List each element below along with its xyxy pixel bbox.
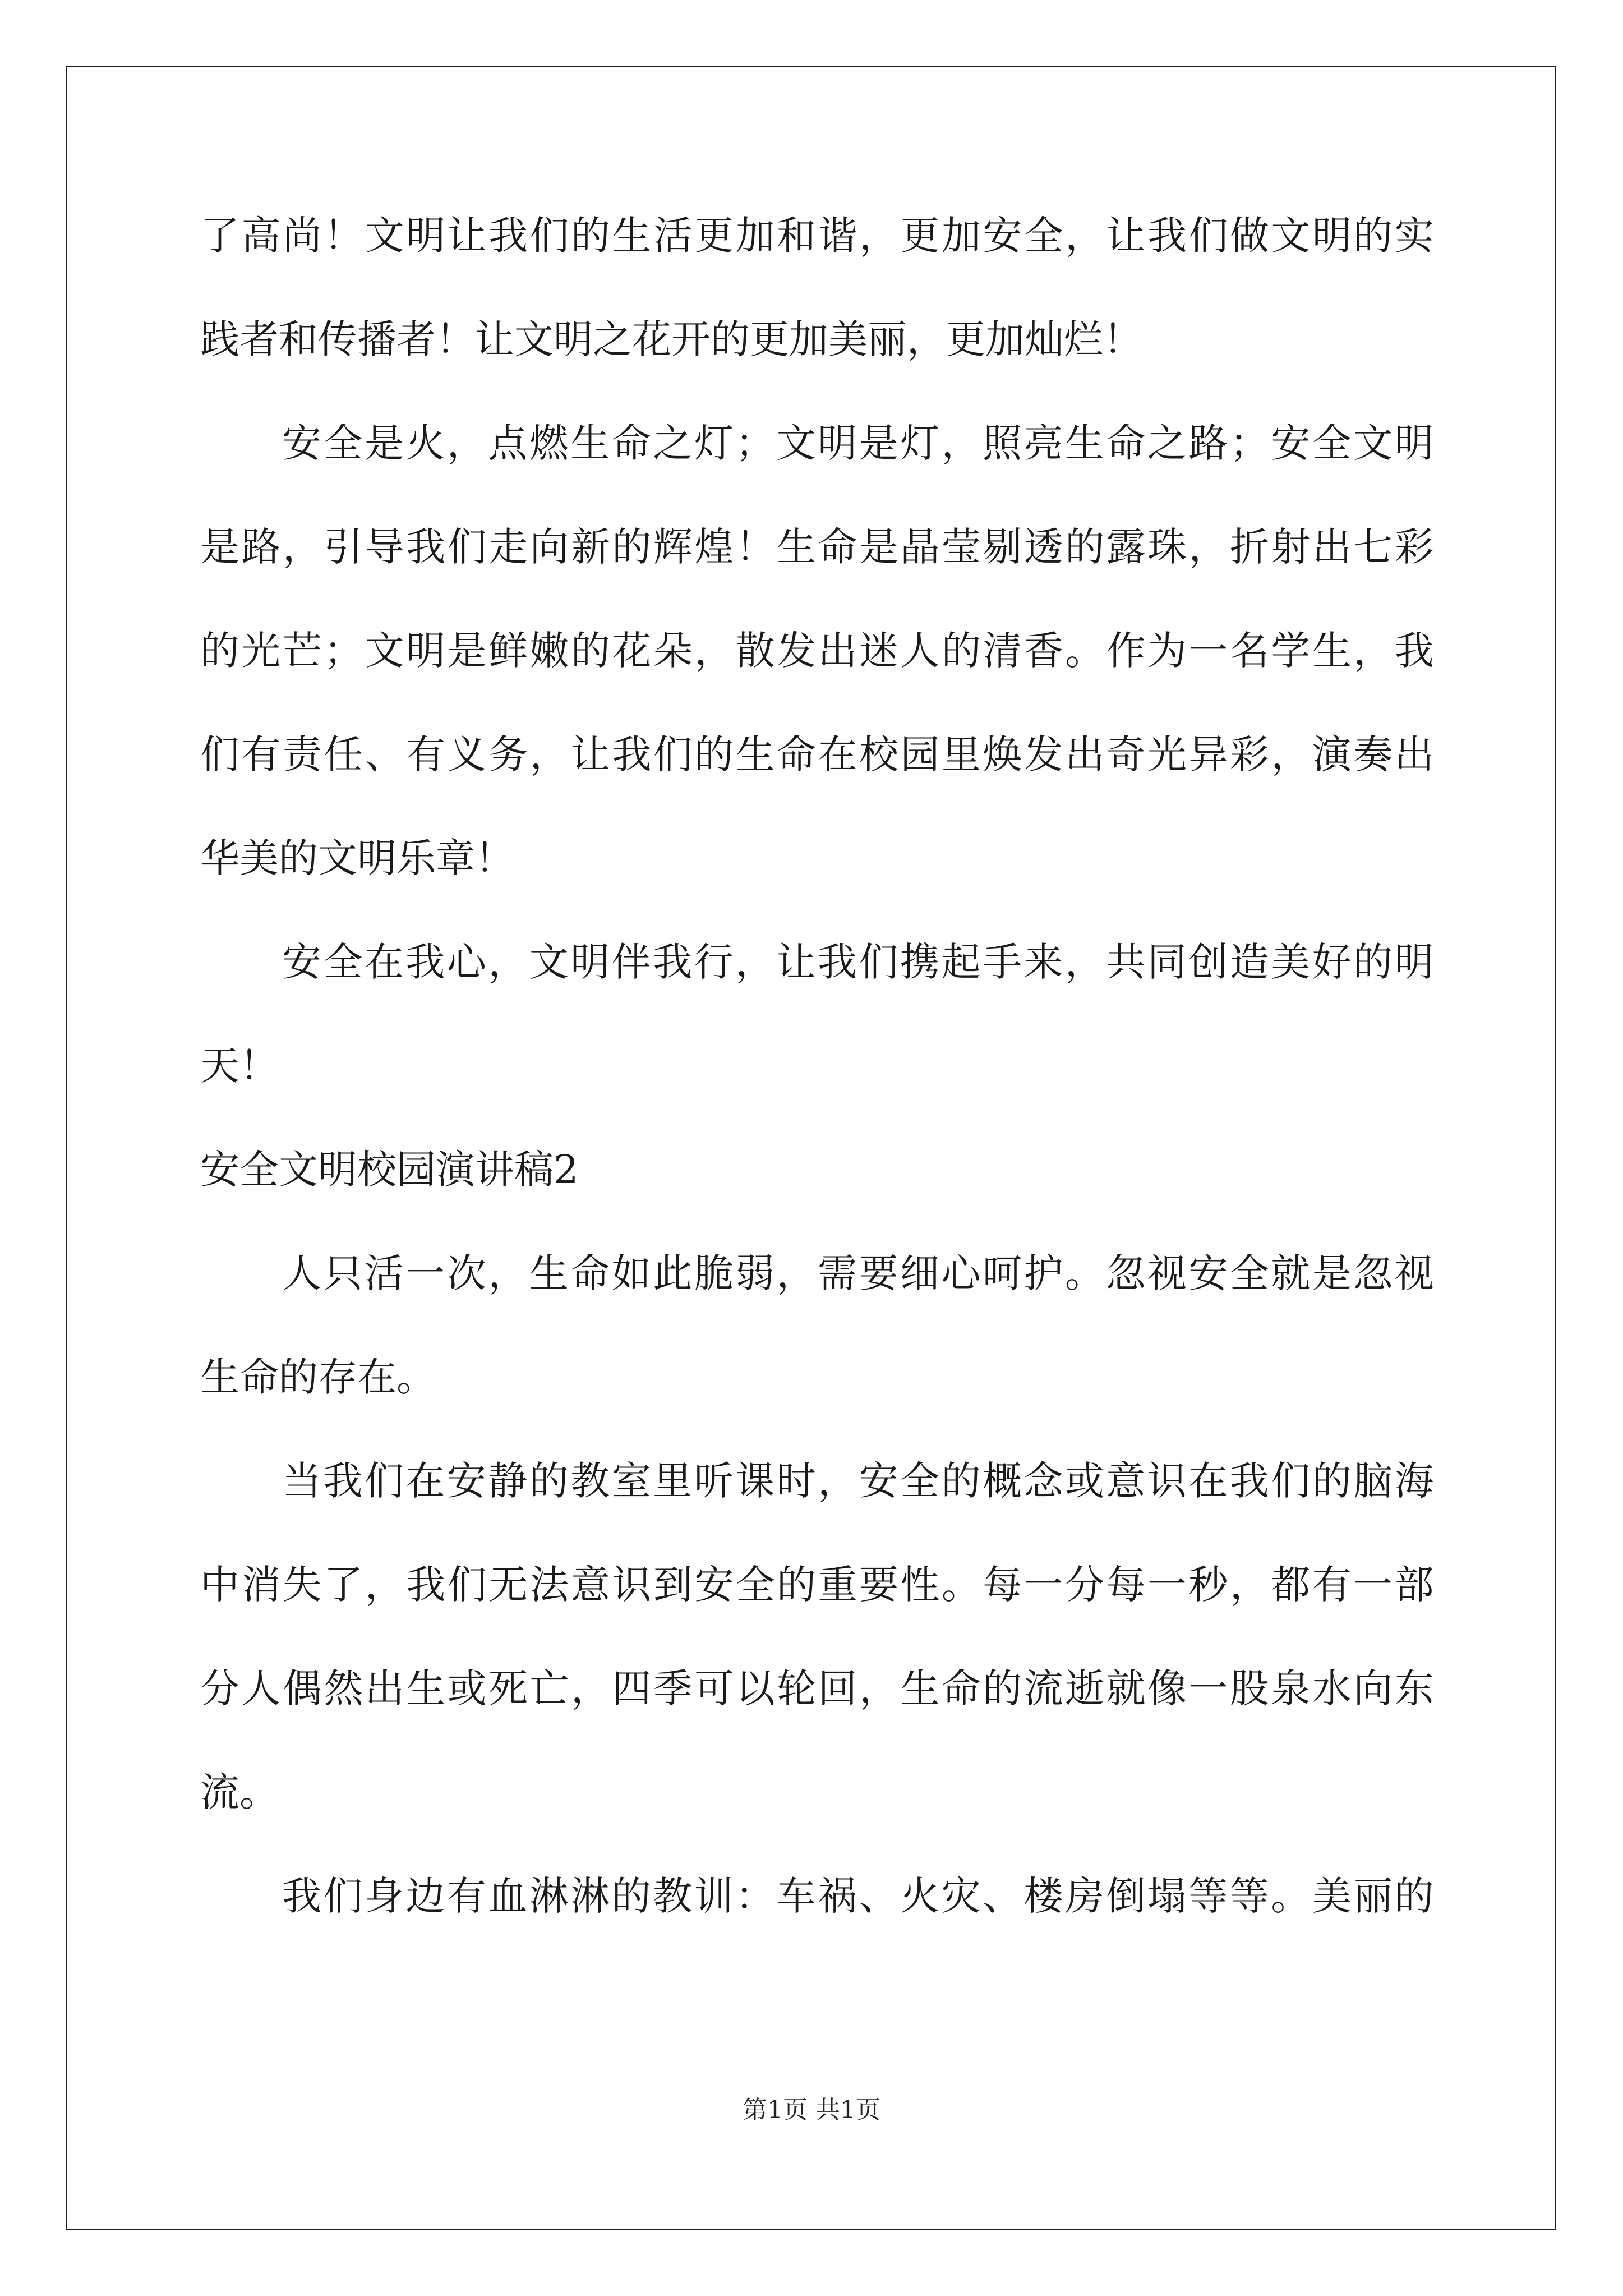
text-line: 生命的存在。 [200,1354,436,1400]
text-line: 们 有 责 任 、 有 义 务 ， 让 我 们 的 生 命 在 校 园 里 焕 发 出 奇 光 异 彩 ， 演 奏 出 [200,731,1434,777]
text-line: 了 高 尚 ！ 文 明 让 我 们 的 生 活 更 加 和 谐 ， 更 加 安 全 ， 让 我 们 做 文 明 的 实 [200,213,1434,259]
text-line: 当 我 们 在 安 静 的 教 室 里 听 课 时 ， 安 全 的 概 念 或 意 识 在 我 们 的 脑 海 [282,1458,1434,1504]
page-footer: 第1页 共1页 [743,2096,880,2124]
text-line: 我 们 身 边 有 血 淋 淋 的 教 训 ： 车 祸 、 火 灾 、 楼 房 倒 塌 等 等 。 美 丽 的 [282,1873,1434,1919]
text-line: 中 消 失 了 ， 我 们 无 法 意 识 到 安 全 的 重 要 性 。 每 一 分 每 一 秒 ， 都 有 一 部 [200,1562,1434,1608]
text-line: 安 全 在 我 心 ， 文 明 伴 我 行 ， 让 我 们 携 起 手 来 ， 共 同 创 造 美 好 的 明 [282,939,1434,985]
text-line: 安 全 是 火 ， 点 燃 生 命 之 灯 ； 文 明 是 灯 ， 照 亮 生 命 之 路 ； 安 全 文 明 [282,420,1434,466]
text-line: 分 人 偶 然 出 生 或 死 亡 ， 四 季 可 以 轮 回 ， 生 命 的 流 逝 就 像 一 股 泉 水 向 东 [200,1665,1434,1711]
text-line: 人 只 活 一 次 ， 生 命 如 此 脆 弱 ， 需 要 细 心 呵 护 。 忽 视 安 全 就 是 忽 视 [282,1250,1434,1296]
text-line: 的 光 芒 ； 文 明 是 鲜 嫩 的 花 朵 ， 散 发 出 迷 人 的 清 香 。 作 为 一 名 学 生 ， 我 [200,628,1434,674]
text-line: 天！ [200,1043,279,1089]
text-line: 流。 [200,1769,279,1815]
text-line: 华美的文明乐章！ [200,835,514,881]
text-line: 践者和传播者！让文明之花开的更加美丽，更加灿烂！ [200,316,1142,362]
text-line: 是 路 ， 引 导 我 们 走 向 新 的 辉 煌 ！ 生 命 是 晶 莹 剔 透 的 露 珠 ， 折 射 出 七 彩 [200,524,1434,570]
section-heading: 安全文明校园演讲稿2 [200,1147,579,1193]
